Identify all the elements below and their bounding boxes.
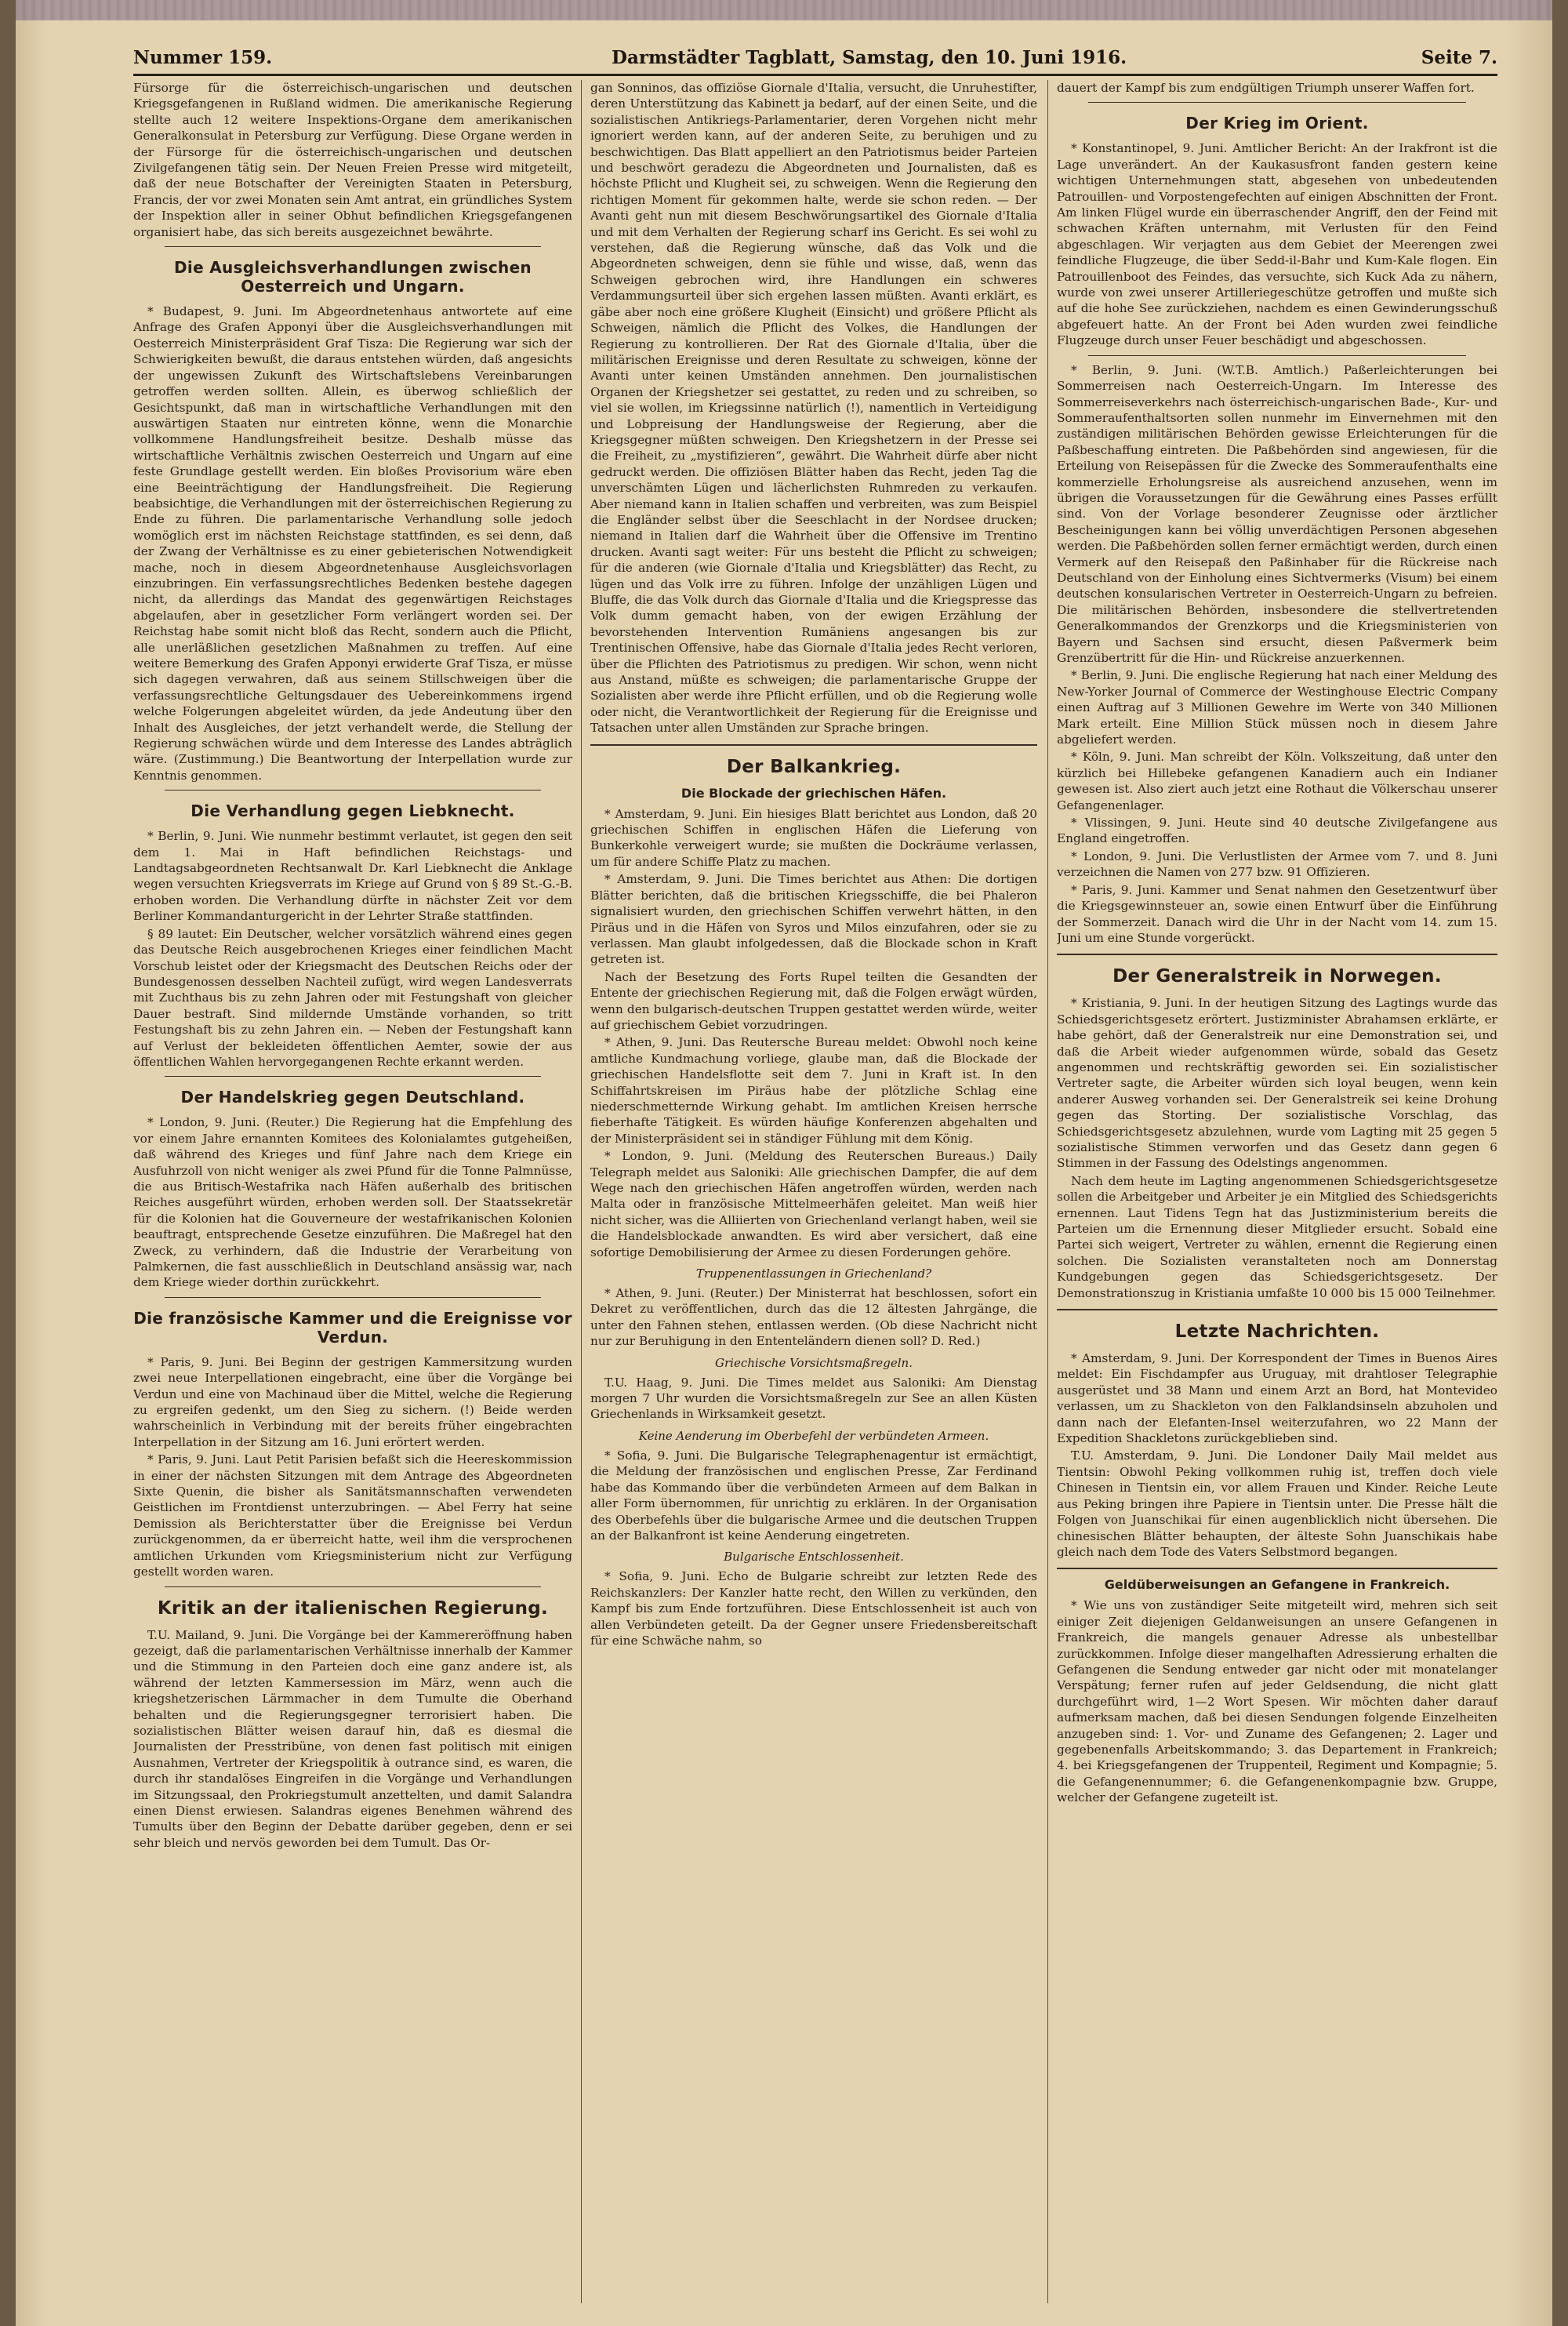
paragraph: * Budapest, 9. Juni. Im Abgeordnetenhaus antwortete auf eine Anfrage des Grafen Apponyi über die Ausgleichsverhandlungen mit Oesterreich Ministerpräsident Graf Tisza: Die Regierung war sich der Schwierigkeiten bewußt, die daraus entstehen würden, daß angesichts der ungewissen Zukunft des Wirtschaftslebens Vereinbarungen getroffen werden sollten. Allein, es überwog schließlich der Gesichtspunkt, daß man in wirtschaftliche Verhandlungen mit den auswärtigen Staaten nur eintreten könne, wenn die Monarchie vollkommene Handlungsfreiheit besitze. Deshalb müsse das wirtschaftliche Verhältnis zwischen Oesterreich und Ungarn auf eine feste Grundlage gestellt werden. Ein bloßes Provisorium wäre eben eine Beeinträchtigung der Handlungsfreiheit. Die Regierung beabsichtige, die Verhandlungen mit der österreichischen Regierung zu Ende zu führen. Die parlamentarische Verhandlung solle jedoch womöglich erst im nächsten Reichstage stattfinden, es sei denn, daß der Zwang der Verhältnisse es zu einer gebieterischen Notwendigkeit mache, noch in diesem Abgeordnetenhause Ausgleichsvorlagen einzubringen. Ein verfassungsrechtliches Bedenken bestehe dagegen nicht, da allerdings das Mandat des gegenwärtigen Reichstages abgelaufen, aber in gesetzlicher Form verlängert worden sei. Der Reichstag habe somit nicht bloß das Recht, sondern auch die Pflicht, alle unerläßlichen gesetzlichen Maßnahmen zu treffen. Auf eine weitere Bemerkung des Grafen Apponyi erwiderte Graf Tisza, er müsse sich dagegen verwahren, daß aus seinem Stillschweigen über die verfassungsrechtliche Geltungsdauer des Uebereinkommens irgend welche Folgerungen abgeleitet würden, da jede Andeutung über den Inhalt des Ausgleiches, der jetzt verhandelt werde, die Stellung der Regierung schwächen würde und dem Interesse des Landes abträglich wäre. (Zustimmung.) Die Beantwortung der Interpellation wurde zur Kenntnis genommen.	[133, 304, 572, 783]
paragraph: * Athen, 9. Juni. (Reuter.) Der Ministerrat hat beschlossen, sofort ein Dekret zu veröffentlichen, durch das die 12 ältesten Jahrgänge, die unter den Fahnen stehen, entlassen werden. (Ob diese Nachricht nicht nur zur Beruhigung in den Ententeländern dienen soll? D. Red.)	[590, 1286, 1037, 1349]
divider	[165, 246, 541, 247]
divider	[1057, 1568, 1497, 1569]
paragraph: * Wie uns von zuständiger Seite mitgeteilt wird, mehren sich seit einiger Zeit diejenigen Geldanweisungen an unsere Gefangenen in Frankreich, die mangels genauer Adresse als unbestellbar zurückkommen. Infolge dieser mangelhaften Adressierung erhalten die Gefangenen die Sendung entweder gar nicht oder mit monatelanger Verspätung; ferner rufen auf jeder Geldsendung, die nicht glatt durchgeführt wird, 1—2 Wort Spesen. Wir möchten daher darauf aufmerksam machen, daß bei diesen Sendungen folgende Einzelheiten anzugeben sind: 1. Vor- und Zuname des Gefangenen; 2. Lager und gegebenenfalls Arbeitskommando; 3. das Departement in Frankreich; 4. bei Kriegsgefangenen der Truppenteil, Regiment und Kompagnie; 5. die Gefangenennummer; 6. die Gefangenenkompagnie bzw. Gruppe, welcher der Gefangene zugeteilt ist.	[1057, 1598, 1497, 1805]
paragraph: * Köln, 9. Juni. Man schreibt der Köln. Volkszeitung, daß unter den kürzlich bei Hillebeke gefangenen Kanadiern auch ein Indianer gewesen ist. Also ziert auch jetzt eine Rothaut die Völkerschau unserer Gefangenenlager.	[1057, 750, 1497, 812]
divider	[165, 1297, 541, 1298]
subheadline-oberbefehl: Keine Aenderung im Oberbefehl der verbündeten Armeen.	[638, 1428, 989, 1443]
divider	[1057, 954, 1497, 955]
article-continuation: Fürsorge für die österreichisch-ungarischen und deutschen Kriegsgefangenen in Rußland widmen. Die amerikanische Regierung stellte auch 12 weitere Inspektions-Organe dem amerikanischen Generalkonsulat in Petersburg zur Verfügung. Diese Organe werden in der Fürsorge für die österreichisch-ungarischen und deutschen Zivilgefangenen tätig sein. Der Neuen Freien Presse wird mitgeteilt, daß der neue Botschafter der Vereinigten Staaten in Petersburg, Francis, der vor zwei Monaten sein Amt antrat, ein gründliches System der Inspektion aller in seiner Obhut befindlichen Kriegsgefangenen organisiert habe, das sich bereits ausgezeichnet bewährte.	[133, 81, 572, 239]
divider	[1057, 1309, 1497, 1310]
paragraph: § 89 lautet: Ein Deutscher, welcher vorsätzlich während eines gegen das Deutsche Reich ausgebrochenen Krieges einer feindlichen Macht Vorschub leistet oder der Kriegsmacht des Deutschen Reichs oder der Bundesgenossen desselben Nachteil zufügt, wird wegen Landesverrats mit Zuchthaus bis zu zehn Jahren oder mit Festungshaft von gleicher Dauer bestraft. Sind mildernde Umstände vorhanden, so tritt Festungshaft bis zu zehn Jahren ein. — Neben der Festungshaft kann auf Verlust der bekleideten öffentlichen Aemter, sowie der aus öffentlichen Wahlen hervorgegangenen Rechte erkannt werden.	[133, 926, 572, 1069]
paragraph: * Kristiania, 9. Juni. In der heutigen Sitzung des Lagtings wurde das Schiedsgerichtsgesetz erörtert. Justizminister Abrahamsen erklärte, er habe gehört, daß der Generalstreik nur eine Demonstration sei, und daß die Arbeit wieder aufgenommen würde, sobald das Gesetz angenommen und rechtskräftig geworden sei. Ein sozialistischer Vertreter sagte, die Arbeiter würden sich loyal beugen, wenn kein anderer Ausweg vorhanden sei. Der Generalstreik sei keine Drohung gegen das Storting. Der sozialistische Vorschlag, das Schiedsgerichtsgesetz abzulehnen, wurde vom Lagting mit 25 gegen 5 sozialistische Stimmen verworfen und das Gesetz dann gegen 6 Stimmen in der Fassung des Odelstings angenommen.	[1057, 996, 1497, 1171]
paragraph: * London, 9. Juni. (Meldung des Reuterschen Bureaus.) Daily Telegraph meldet aus Saloniki: Alle griechischen Dampfer, die auf dem Wege nach den griechischen Häfen angetroffen würden, werden nach Malta oder in französische Mittelmeerhäfen geleitet. Man weiß hier nicht sicher, was die Alliierten von Griechenland verlangt haben, weil sie die Handelsblockade anwandten. Es wird aber versichert, daß eine sofortige Demobilisierung der Armee zu diesen Forderungen gehöre.	[590, 1149, 1037, 1259]
subheadline-bulgar: Bulgarische Entschlossenheit.	[724, 1550, 904, 1565]
paragraph: * Paris, 9. Juni. Kammer und Senat nahmen den Gesetzentwurf über die Kriegsgewinnsteuer an, sowie einen Entwurf über die Einführung der Sommerzeit. Danach wird die Uhr in der Nacht vom 14. zum 15. Juni um eine Stunde vorgerückt.	[1057, 882, 1497, 945]
divider	[590, 744, 1037, 746]
paragraph: * Konstantinopel, 9. Juni. Amtlicher Bericht: An der Irakfront ist die Lage unverändert. An der Kaukasusfront fanden gestern keine wichtigen Unternehmungen statt, abgesehen von unbedeutenden Patrouillen- und Vorpostengefechten auf einigen Abschnitten der Front. Am linken Flügel wurde ein überraschender Angriff, den der Feind mit schwachen Kräften unternahm, mit Verlusten für den Feind abgeschlagen. Wir verjagten aus dem Gebiet der Meerengen zwei feindliche Flugzeuge, die über Sedd-il-Bahr und Kum-Kale flogen. Ein Patrouillenboot des Feindes, das versuchte, sich Kuck Ada zu nähern, wurde von zwei unserer Artilleriegeschütze getroffen und mußte sich auf die hohe See zurückziehen, nachdem es einen Gewinderungsschuß abgefeuert hatte. An der Front bei Aden wurden zwei feindliche Flugzeuge durch unser Feuer beschädigt und abgeschossen.	[1057, 141, 1497, 348]
headline-kritik: Kritik an der italienischen Regierung.	[157, 1597, 549, 1619]
paragraph: * Athen, 9. Juni. Das Reutersche Bureau meldet: Obwohl noch keine amtliche Kundmachung vorliege, glaube man, daß die Blockade der griechischen Handelsflotte seit dem 7. Juni in Kraft ist. In den Schiffahrtskreisen im Piräus habe der plötzliche Schlag eine niederschmetternde Wirkung gehabt. Im amtlichen Kreisen herrsche fieberhafte Tätigkeit. Es würden häufige Konferenzen abgehalten und der Ministerpräsident sei in ständiger Fühlung mit dem König.	[590, 1035, 1037, 1146]
paragraph: * London, 9. Juni. Die Verlustlisten der Armee vom 7. und 8. Juni verzeichnen die Namen von 277 bzw. 91 Offizieren.	[1057, 849, 1497, 880]
subheadline-vorsicht: Griechische Vorsichtsmaßregeln.	[715, 1355, 913, 1370]
masthead	[133, 47, 1497, 74]
subheadline-truppen: Truppenentlassungen in Griechenland?	[695, 1267, 932, 1281]
paragraph: T.U. Amsterdam, 9. Juni. Die Londoner Daily Mail meldet aus Tientsin: Obwohl Peking vollkommen ruhig ist, treffen doch viele Chinesen in Tientsin ein, vor allem Frauen und Kinder. Reiche Leute aus Peking bringen ihre Papiere in Tientsin unter. Die Presse hält die Folgen von Juanschikai für einen augenblicklich nicht übersehen. Die chinesischen Blätter behaupten, der älteste Sohn Juanschikais habe gleich nach dem Tode des Vaters Selbstmord begangen.	[1057, 1448, 1497, 1559]
headline-kammer: Die französische Kammer und die Ereignisse vor Verdun.	[133, 1308, 572, 1347]
paragraph: * Amsterdam, 9. Juni. Ein hiesiges Blatt berichtet aus London, daß 20 griechischen Schiffen in englischen Häfen die Lieferung von Bunkerkohle verweigert wurde; sie mußten die Dockräume verlassen, um für andere Schiffe Platz zu machen.	[590, 806, 1037, 869]
headline-liebknecht: Die Verhandlung gegen Liebknecht.	[191, 801, 515, 821]
paragraph: Nach der Besetzung des Forts Rupel teilten die Gesandten der Entente der griechischen Regierung mit, daß die Folgen erwägt würden, wenn den bulgarisch-deutschen Truppen gestattet werden würde, weiter auf griechischem Gebiet vorzudringen.	[590, 969, 1037, 1032]
newspaper-title: Darmstädter Tagblatt, Samstag, den 10. Juni 1916.	[612, 47, 1127, 68]
headline-geld: Geldüberweisungen an Gefangene in Frankreich.	[1104, 1577, 1450, 1593]
column-3	[1057, 80, 1497, 2307]
divider	[165, 1586, 541, 1587]
masthead-rule	[133, 74, 1497, 76]
page-edge-band	[16, 0, 1552, 20]
divider	[165, 1076, 541, 1077]
paragraph: * Paris, 9. Juni. Bei Beginn der gestrigen Kammersitzung wurden zwei neue Interpellationen eingebracht, eine über die Vorgänge bei Verdun und eine von Machinaud über die Mittel, welche die Regierung zu ergreifen gedenkt, um den Sieg zu sichern. (!) Beide werden wahrscheinlich in Verbindung mit der bereits früher eingebrachten Interpellation in der Sitzung am 16. Juni erörtert werden.	[133, 1354, 572, 1449]
column-separator	[581, 80, 582, 2303]
headline-letzte: Letzte Nachrichten.	[1174, 1321, 1380, 1343]
paragraph: Nach dem heute im Lagting angenommenen Schiedsgerichtsgesetze sollen die Arbeitgeber und Arbeiter je ein Mitglied des Schiedsgerichts ernennen. Laut Tidens Tegn hat das Justizministerium bereits die Parteien um die Ernennung dieser Mitglieder ersucht. Sobald eine Partei sich weigert, Vertreter zu wählen, ernennt die Regierung einen solchen. Die Sozialisten veranstalteten noch am Donnerstag Kundgebungen gegen das Schiedsgerichtsgesetz. Der Demonstrationszug in Kristiania umfaßte 10 000 bis 15 000 Teilnehmer.	[1057, 1173, 1497, 1300]
headline-handelskrieg: Der Handelskrieg gegen Deutschland.	[180, 1088, 525, 1107]
newspaper-page	[16, 0, 1552, 2326]
column-2	[590, 80, 1037, 2307]
paragraph: * Amsterdam, 9. Juni. Der Korrespondent der Times in Buenos Aires meldet: Ein Fischdampfer aus Uruguay, mit drahtloser Telegraphie ausgerüstet und 38 Mann und einem Arzt an Bord, hat Montevideo verlassen, um zu Shackleton von den Falklandsinseln abzuholen und dann nach der Elefanten-Insel weiterzufahren, wo 22 Mann der Expedition Shackletons zurückgeblieben sind.	[1057, 1351, 1497, 1446]
headline-balkankrieg: Der Balkankrieg.	[726, 756, 902, 777]
paragraph: * Berlin, 9. Juni. Die englische Regierung hat nach einer Meldung des New-Yorker Journal of Commerce der Westinghouse Electric Company einen Auftrag auf 3 Millionen Gewehre im Werte von 340 Millionen Mark erteilt. Eine Million Stück müssen noch in diesem Jahre abgeliefert werden.	[1057, 668, 1497, 747]
column-separator	[1047, 80, 1048, 2303]
paragraph: * Amsterdam, 9. Juni. Die Times berichtet aus Athen: Die dortigen Blätter berichten, daß die britischen Kriegsschiffe, die bei Phaleron signalisiert wurden, den griechischen Schiffen verwehrt hätten, in den Piräus und in die Häfen von Syros und Milos einzufahren, oder sie zu verlassen. Man glaubt infolgedessen, daß die Blockade schon in Kraft getreten ist.	[590, 872, 1037, 967]
divider	[1088, 355, 1466, 356]
paragraph: * Paris, 9. Juni. Laut Petit Parisien befaßt sich die Heereskommission in einer der nächsten Sitzungen mit dem Antrage des Abgeordneten Sixte Quenin, die bisher als Sanitätsmannschaften verwendeten Geistlichen im Frontdienst unterzubringen. — Abel Ferry hat seine Demission als Berichterstatter über die Ereignisse bei Verdun zurückgenommen, da er überreicht hatte, weil ihm die versprochenen amtlichen Urkunden vom Kriegsministerium nicht zur Verfügung gestellt worden waren.	[133, 1452, 572, 1579]
page-number: Seite 7.	[1421, 47, 1497, 68]
paragraph: T.U. Mailand, 9. Juni. Die Vorgänge bei der Kammereröffnung haben gezeigt, daß die parlamentarischen Verhältnisse innerhalb der Kammer und die Stimmung in den Parteien doch eine ganz andere ist, als während der letzten Kammersession im März, wenn auch die kriegshetzerischen Lärmmacher in dem Tumulte die Oberhand behalten und die Regierungsgegner terrorisiert haben. Die sozialistischen Blätter weisen darauf hin, daß es diesmal die Journalisten der Presstribüne, von denen fast politisch mit einigen Ausnahmen, Vertreter der Kriegspolitik à outrance sind, es waren, die durch ihr standalöses Eingreifen in die Vorgänge und Verhandlungen im Sitzungssaal, den Prokriegstumult anzettelten, und damit Salandra einen Dienst erwiesen. Salandras eigenes Benehmen während des Tumults über den Beginn der Debatte darüber gegeben, denn er sei sehr bleich und nervös geworden bei dem Tumult. Das Or-	[133, 1627, 572, 1850]
article-continuation: gan Sonninos, das offiziöse Giornale d'Italia, versucht, die Unruhestifter, deren Unterstützung das Kabinett ja bedarf, auf der einen Seite, und die sozialistischen Antikriegs-Parlamentarier, deren Vorgehen nicht mehr ignoriert werden kann, auf der anderen Seite, zu beruhigen und zu beschwichtigen. Das Blatt appelliert an den Patriotismus beider Parteien und beschwört geradezu die Abgeordneten und Journalisten, daß es höchste Pflicht und Klugheit sei, zu schweigen. Wenn die Regierung den richtigen Moment für gekommen halte, werde sie schon reden. — Der Avanti geht nun mit diesem Beschwörungsartikel des Giornale d'Italia und mit dem Verhalten der Regierung scharf ins Gericht. Es sei wohl zu verstehen, daß die Regierung wünsche, daß das Volk und die Abgeordneten schweigen, denn sie fühle und wisse, daß, wenn das Schweigen gebrochen wird, ihre Handlungen ein schweres Verdammungsurteil über sich ergehen lassen müßten. Avanti erklärt, es gäbe aber noch eine größere Klugheit (Einsicht) und größere Pflicht als Schweigen, nämlich die Pflicht des Volkes, die Handlungen der Regierung zu kontrollieren. Der Rat des Giornale d'Italia, über die militärischen Ereignisse und deren Resultate zu schweigen, könne der Avanti unter keinen Umständen annehmen. Den journalistischen Organen der Kriegshetzer sei gestattet, zu reden und zu schreiben, so viel sie wollen, im Kriegssinne natürlich (!), namentlich in Verteidigung und Lobpreisung der Handlungsweise der Regierung, aber die Kriegsgegner müßten schweigen. Den Kriegshetzern in der Presse sei die Freiheit, zu „mystifizieren“, gewährt. Die Wahrheit dürfe aber nicht gedruckt werden. Die offiziösen Blätter haben das Recht, jeden Tag die unverschämten Lügen und lächerlichsten Ruhmreden zu verkaufen. Aber niemand kann in Italien schaffen und verbreiten, was zum Beispiel die Engländer selbst über die Seeschlacht in der Nordsee drucken; niemand in Italien darf die Wahrheit über die Offensive im Trentino drucken. Avanti sagt weiter: Für uns besteht die Pflicht zu schweigen; für die anderen (wie Giornale d'Italia und Kriegsblätter) das Recht, zu lügen und das Volk irre zu führen. Infolge der unzähligen Lügen und Bluffe, die das Volk durch das Giornale d'Italia und die Kriegspresse das Volk dumm gemacht haben, von der ewigen Erzählung der bevorstehenden Intervention Rumäniens angesangen bis zur Trentinischen Offensive, habe das Giornale d'Italia jedes Recht verloren, über die Pflichten des Patriotismus zu predigen. Wir schon, wenn nicht aus Anstand, müßte es schweigen; die parlamentarische Gruppe der Sozialisten aber werde ihre Pflicht erfüllen, und ob die Regierung wolle oder nicht, die Verantwortlichkeit der Regierung für die Ereignisse und Tatsachen unter allen Umständen zur Sprache bringen.	[590, 81, 1037, 736]
issue-number: Nummer 159.	[133, 47, 273, 68]
paragraph: * Vlissingen, 9. Juni. Heute sind 40 deutsche Zivilgefangene aus England eingetroffen.	[1057, 816, 1497, 846]
headline-ausgleich: Die Ausgleichsverhandlungen zwischen Oesterreich und Ungarn.	[174, 258, 532, 296]
paragraph: * Berlin, 9. Juni. (W.T.B. Amtlich.) Paßerleichterungen bei Sommerreisen nach Oesterreich-Ungarn. Im Interesse des Sommerreiseverkehrs nach österreichisch-ungarischen Bade-, Kur- und Sommeraufenthaltsorten sollen nunmehr im Einvernehmen mit den zuständigen militärischen Behörden gewisse Erleichterungen für die Paßbeschaffung eintreten. Die Paßbehörden sind angewiesen, für die Erteilung von Reisepässen für die Zwecke des Sommeraufenthalts eine kommerzielle Erholungsreise als ausreichend anzusehen, wenn im übrigen die Voraussetzungen für die Gewährung eines Passes erfüllt sind. Von der Vorlage besonderer Zeugnisse oder ärztlicher Bescheinigungen kann bei völlig unverdächtigen Personen abgesehen werden. Die Paßbehörden sollen ferner ermächtigt werden, durch einen Vermerk auf den Reisepaß den Paßinhaber für die Rückreise nach Deutschland von der Einholung eines Sichtvermerks (Visum) bei einem deutschen konsularischen Vertreter in Oesterreich-Ungarn zu befreien. Die militärischen Behörden, insbesondere die stellvertretenden Generalkommandos der Grenzkorps und die Kriegsministerien von Bayern und Sachsen sind ersucht, diesen Paßvermerk beim Grenzübertritt für die Hin- und Rückreise anzuerkennen.	[1057, 362, 1497, 665]
headline-norwegen: Der Generalstreik in Norwegen.	[1112, 966, 1442, 987]
paragraph: * Sofia, 9. Juni. Die Bulgarische Telegraphenagentur ist ermächtigt, die Meldung der französischen und englischen Presse, Zar Ferdinand habe das Kommando über die verbündeten Armeen auf dem Balkan in aller Form übernommen, für unrichtig zu erklären. In der Organisation des Oberbefehls über die bulgarische Armee und die deutschen Truppen an der Balkanfront ist keine Aenderung eingetreten.	[590, 1448, 1037, 1543]
article-continuation: dauert der Kampf bis zum endgültigen Triumph unserer Waffen fort.	[1057, 81, 1475, 95]
paragraph: * Berlin, 9. Juni. Wie nunmehr bestimmt verlautet, ist gegen den seit dem 1. Mai in Haft befindlichen Reichstags- und Landtagsabgeordneten Rechtsanwalt Dr. Karl Liebknecht die Anklage wegen versuchten Kriegsverrats im Kriege auf Grund von § 89 St.-G.-B. erhoben worden. Die Verhandlung dürfte in nächster Zeit vor dem Berliner Kommandanturgericht in der Lehrter Straße stattfinden.	[133, 829, 572, 924]
paragraph: T.U. Haag, 9. Juni. Die Times meldet aus Saloniki: Am Dienstag morgen 7 Uhr wurden die Vorsichtsmaßregeln zur See an allen Küsten Griechenlands in Wirksamkeit gesetzt.	[590, 1375, 1037, 1422]
paragraph: * Sofia, 9. Juni. Echo de Bulgarie schreibt zur letzten Rede des Reichskanzlers: Der Kanzler hatte recht, den Willen zu verkünden, den Kampf bis zum Ende fortzuführen. Diese Entschlossenheit ist auch von allen Verbündeten geteilt. Da der Gegner unsere Friedensbereitschaft für eine Schwäche nahm, so	[590, 1569, 1037, 1648]
subheadline-blockade: Die Blockade der griechischen Häfen.	[681, 785, 947, 801]
divider	[1088, 102, 1466, 103]
headline-orient: Der Krieg im Orient.	[1185, 114, 1369, 133]
column-1	[133, 80, 572, 2307]
paragraph: * London, 9. Juni. (Reuter.) Die Regierung hat die Empfehlung des vor einem Jahre ernannten Komitees des Kolonialamtes gutgeheißen, daß während des Krieges und fünf Jahre nach dem Kriege ein Ausfuhrzoll von nicht weniger als zwei Pfund für die Tonne Palmnüsse, die aus Britisch-Westafrika nach Häfen außerhalb des britischen Reiches ausgeführt würden, erhoben werden soll. Der Staatssekretär für die Kolonien hat die Gouverneure der westafrikanischen Kolonien beauftragt, entsprechende Gesetze einzuführen. Die Maßregel hat den Zweck, zu verhindern, daß die Industrie der Verarbeitung von Palmkernen, die fast ausschließlich in Deutschland ansässig war, nach dem Kriege wieder dorthin zurückkehrt.	[133, 1115, 572, 1290]
